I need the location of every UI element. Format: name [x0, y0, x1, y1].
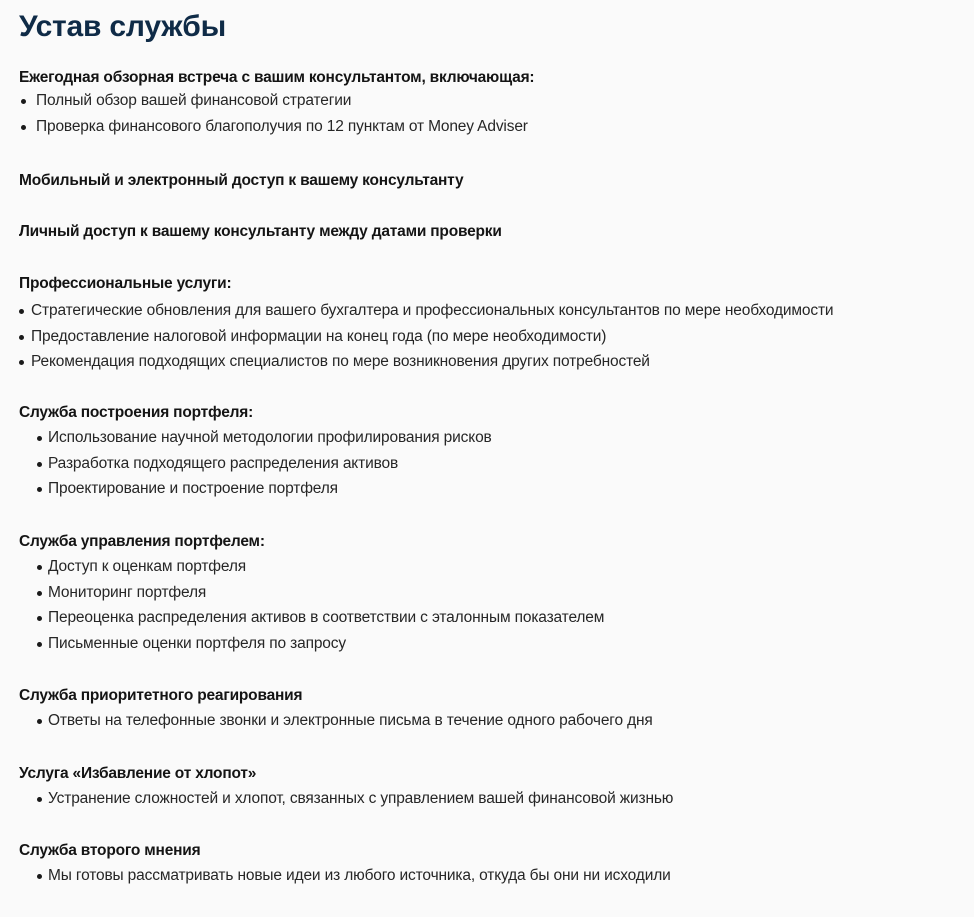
- list-item: [0, 451, 974, 477]
- section-heading: Ежегодная обзорная встреча с вашим консультантом, включающая:: [19, 69, 535, 86]
- list-item: [0, 476, 974, 502]
- bullet-icon: [37, 487, 42, 492]
- list-item: [0, 863, 974, 889]
- bullet-icon: [37, 797, 42, 802]
- page-title: Устав службы: [19, 10, 227, 43]
- list-item: [0, 786, 974, 812]
- list-item: [0, 114, 974, 140]
- list-item: [0, 324, 974, 350]
- bullet-icon: [37, 719, 42, 724]
- list-item: [0, 298, 974, 324]
- list-item: [0, 580, 974, 606]
- bullet-list: [0, 554, 974, 657]
- list-item-text: Полный обзор вашей финансовой стратегии: [36, 92, 352, 109]
- bullet-list: [0, 786, 974, 812]
- list-item-text: Ответы на телефонные звонки и электронные письма в течение одного рабочего дня: [48, 712, 653, 729]
- list-item-text: Мы готовы рассматривать новые идеи из любого источника, откуда бы они ни исходили: [48, 867, 671, 884]
- bullet-list: [0, 863, 974, 889]
- section-heading: Служба приоритетного реагирования: [19, 687, 303, 704]
- list-item-text: Рекомендация подходящих специалистов по мере возникновения других потребностей: [31, 353, 650, 371]
- bullet-icon: [37, 642, 42, 647]
- bullet-icon: [37, 616, 42, 621]
- section-heading: Служба второго мнения: [19, 842, 201, 859]
- section-heading: Мобильный и электронный доступ к вашему консультанту: [19, 172, 464, 189]
- list-item-text: Устранение сложностей и хлопот, связанных с управлением вашей финансовой жизнью: [48, 790, 674, 807]
- bullet-icon: [37, 436, 42, 441]
- list-item-text: Доступ к оценкам портфеля: [48, 558, 246, 575]
- section-heading: Профессиональные услуги:: [19, 275, 232, 292]
- list-item: [0, 554, 974, 580]
- bullet-icon: [19, 360, 24, 365]
- bullet-list: [0, 298, 974, 375]
- list-item-text: Разработка подходящего распределения активов: [48, 454, 399, 472]
- bullet-list: [0, 88, 974, 139]
- list-item-text: Стратегические обновления для вашего бухгалтера и профессиональных консультантов по мере необходимости: [31, 302, 834, 319]
- list-item: [0, 425, 974, 451]
- bullet-icon: [37, 462, 42, 467]
- section-heading: Служба управления портфелем:: [19, 533, 265, 550]
- list-item: [0, 631, 974, 657]
- list-item: [0, 708, 974, 734]
- bullet-icon: [37, 591, 42, 596]
- bullet-icon: [19, 309, 24, 314]
- list-item-text: Использование научной методологии профилирования рисков: [48, 429, 492, 446]
- bullet-list: [0, 708, 974, 734]
- list-item-text: Проектирование и построение портфеля: [48, 480, 338, 498]
- section-heading: Личный доступ к вашему консультанту между датами проверки: [19, 223, 502, 240]
- bullet-icon: [37, 565, 42, 570]
- bullet-list: [0, 425, 974, 502]
- list-item-text: Предоставление налоговой информации на конец года (по мере необходимости): [31, 327, 607, 345]
- bullet-icon: [21, 125, 26, 130]
- list-item: [0, 88, 974, 114]
- bullet-icon: [37, 874, 42, 879]
- list-item-text: Переоценка распределения активов в соответствии с эталонным показателем: [48, 609, 605, 627]
- list-item-text: Проверка финансового благополучия по 12 пунктам от Money Adviser: [36, 117, 528, 135]
- list-item: [0, 349, 974, 375]
- bullet-icon: [19, 335, 24, 340]
- bullet-icon: [21, 99, 26, 104]
- list-item: [0, 605, 974, 631]
- list-item-text: Письменные оценки портфеля по запросу: [48, 635, 346, 653]
- section-heading: Услуга «Избавление от хлопот»: [19, 765, 257, 782]
- section-heading: Служба построения портфеля:: [19, 404, 254, 421]
- list-item-text: Мониторинг портфеля: [48, 583, 207, 601]
